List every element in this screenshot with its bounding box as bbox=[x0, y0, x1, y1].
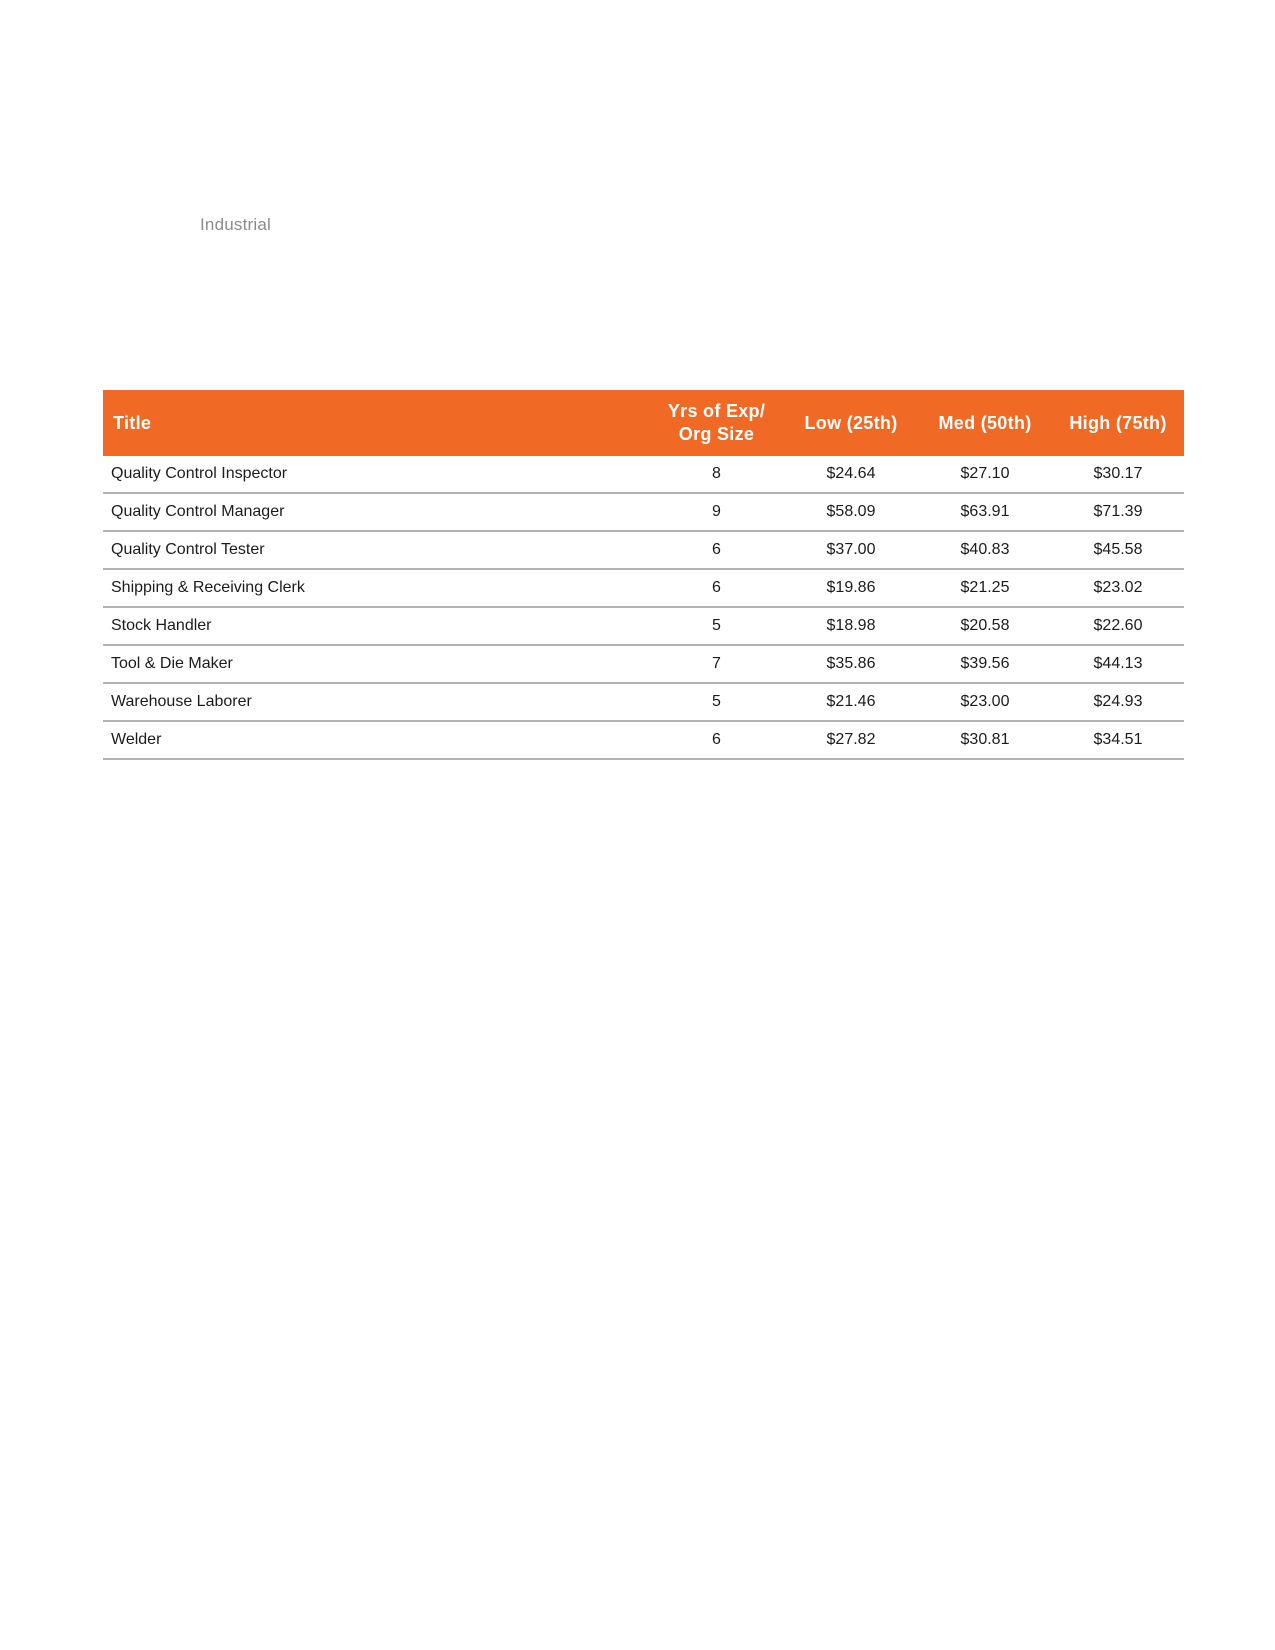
cell-med: $20.58 bbox=[918, 607, 1052, 645]
cell-high: $45.58 bbox=[1052, 531, 1184, 569]
table-row bbox=[103, 493, 1184, 531]
table-header-row bbox=[103, 390, 1184, 456]
cell-med: $23.00 bbox=[918, 683, 1052, 721]
column-header-experience bbox=[649, 390, 784, 456]
cell-title: Shipping & Receiving Clerk bbox=[103, 569, 649, 607]
cell-title: Stock Handler bbox=[103, 607, 649, 645]
table-row bbox=[103, 456, 1184, 493]
cell-experience: 6 bbox=[649, 569, 784, 607]
table-row bbox=[103, 569, 1184, 607]
cell-med: $63.91 bbox=[918, 493, 1052, 531]
cell-high: $24.93 bbox=[1052, 683, 1184, 721]
table-row bbox=[103, 721, 1184, 759]
salary-table bbox=[103, 390, 1184, 760]
cell-title: Quality Control Manager bbox=[103, 493, 649, 531]
cell-low: $37.00 bbox=[784, 531, 918, 569]
cell-experience: 5 bbox=[649, 683, 784, 721]
cell-experience: 5 bbox=[649, 607, 784, 645]
cell-experience: 9 bbox=[649, 493, 784, 531]
cell-high: $23.02 bbox=[1052, 569, 1184, 607]
cell-high: $22.60 bbox=[1052, 607, 1184, 645]
table-row bbox=[103, 645, 1184, 683]
cell-title: Quality Control Inspector bbox=[103, 456, 649, 493]
cell-experience: 6 bbox=[649, 721, 784, 759]
table-row bbox=[103, 531, 1184, 569]
cell-high: $34.51 bbox=[1052, 721, 1184, 759]
cell-title: Quality Control Tester bbox=[103, 531, 649, 569]
cell-low: $21.46 bbox=[784, 683, 918, 721]
cell-med: $21.25 bbox=[918, 569, 1052, 607]
cell-med: $40.83 bbox=[918, 531, 1052, 569]
cell-high: $44.13 bbox=[1052, 645, 1184, 683]
cell-experience: 6 bbox=[649, 531, 784, 569]
column-header-experience-line1: Yrs of Exp/ bbox=[667, 401, 766, 421]
cell-low: $27.82 bbox=[784, 721, 918, 759]
cell-title: Tool & Die Maker bbox=[103, 645, 649, 683]
cell-low: $58.09 bbox=[784, 493, 918, 531]
cell-title: Welder bbox=[103, 721, 649, 759]
cell-med: $39.56 bbox=[918, 645, 1052, 683]
cell-experience: 7 bbox=[649, 645, 784, 683]
cell-experience: 8 bbox=[649, 456, 784, 493]
cell-low: $24.64 bbox=[784, 456, 918, 493]
cell-title: Warehouse Laborer bbox=[103, 683, 649, 721]
cell-med: $27.10 bbox=[918, 456, 1052, 493]
column-header-title: Title bbox=[113, 412, 152, 433]
cell-low: $35.86 bbox=[784, 645, 918, 683]
column-header-low: Low (25th) bbox=[804, 412, 898, 433]
table-row bbox=[103, 683, 1184, 721]
cell-high: $30.17 bbox=[1052, 456, 1184, 493]
column-header-high: High (75th) bbox=[1069, 412, 1167, 433]
table-row bbox=[103, 607, 1184, 645]
cell-low: $18.98 bbox=[784, 607, 918, 645]
column-header-med: Med (50th) bbox=[938, 412, 1032, 433]
column-header-experience-line2: Org Size bbox=[678, 424, 755, 444]
cell-high: $71.39 bbox=[1052, 493, 1184, 531]
cell-low: $19.86 bbox=[784, 569, 918, 607]
cell-med: $30.81 bbox=[918, 721, 1052, 759]
section-label: Industrial bbox=[200, 215, 271, 234]
